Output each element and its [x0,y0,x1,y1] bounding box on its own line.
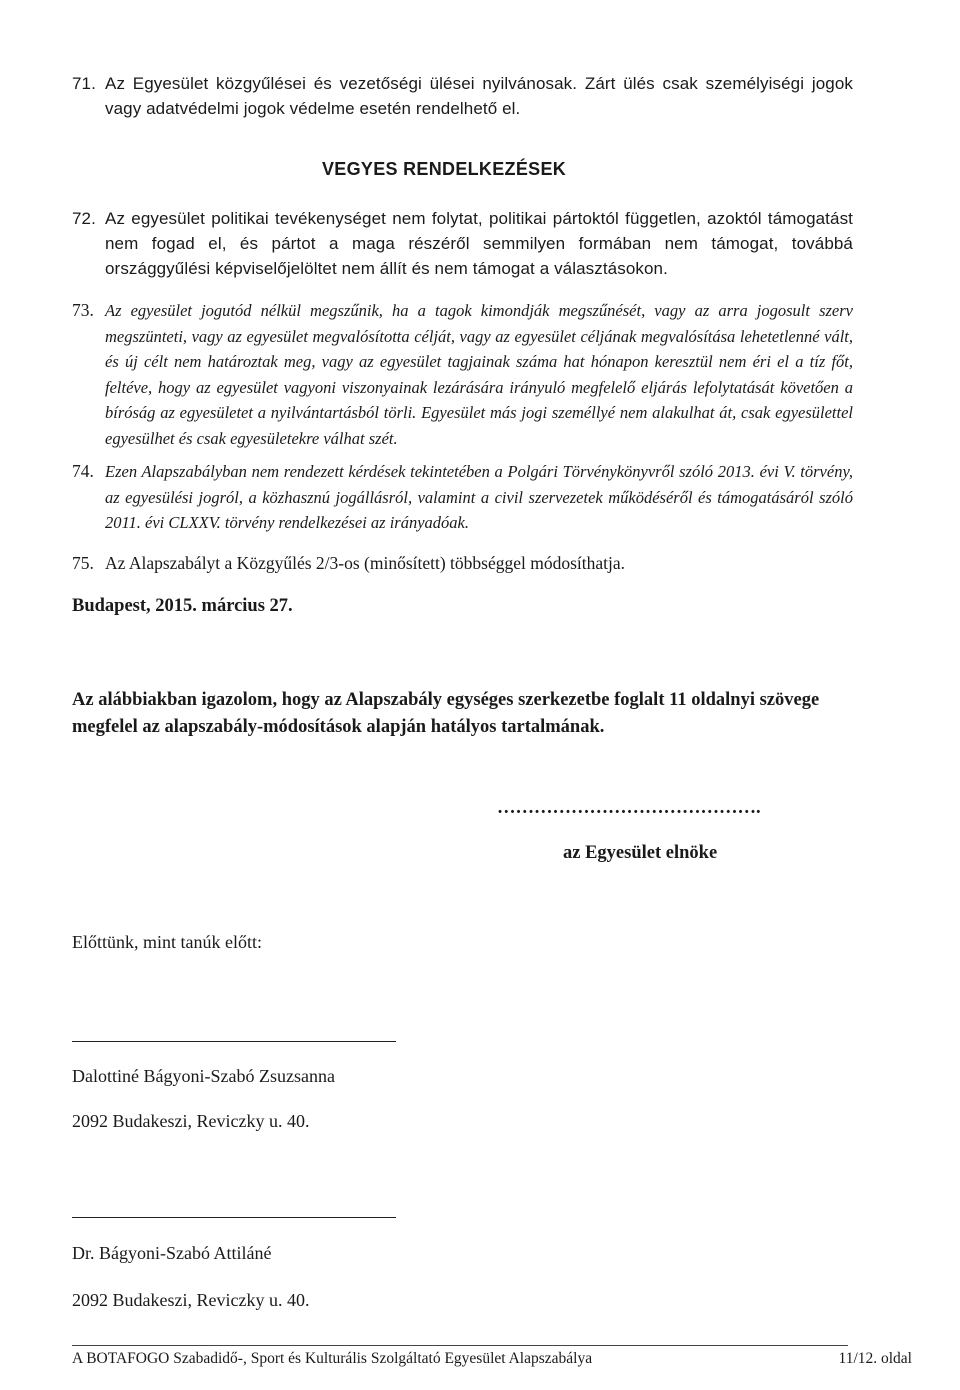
article-72 [72,206,853,281]
article-74 [72,459,853,536]
witness-2-name: Dr. Bágyoni-Szabó Attiláné [72,1243,272,1263]
article-text: Ezen Alapszabályban nem rendezett kérdések tekintetében a Polgári Törvénykönyvről szóló 2013. évi V. törvény, az egyesülési jogról, a közhasznú jogállásról, valamint a civil szervezetek működéséről és támogatásáról szóló 2011. évi CLXXV. törvény rendelkezései az irányadóak. [105,462,853,532]
place-date: Budapest, 2015. március 27. [72,596,293,616]
signature-dots: ……………………………………. [497,798,761,818]
witness-1-address: 2092 Budakeszi, Reviczky u. 40. [72,1111,310,1131]
article-number: 74. [72,461,94,481]
president-label: az Egyesület elnöke [563,843,718,863]
article-number: 72. [72,209,96,228]
witness-1-name: Dalottiné Bágyoni-Szabó Zsuzsanna [72,1066,335,1086]
article-73 [72,298,853,451]
article-text: Az Alapszabályt a Közgyűlés 2/3-os (minősített) többséggel módosíthatja. [105,553,626,573]
article-number: 71. [72,74,96,93]
section-heading: VEGYES RENDELKEZÉSEK [322,159,567,179]
witness-1-signature-line [72,1041,396,1042]
article-text: Az egyesület politikai tevékenységet nem folytat, politikai pártoktól független, azoktól támogatást nem fogad el, és pártot a maga részéről semmilyen formában nem támogat, továbbá országgyűlési képviselőjelöltet nem állít és nem támogat a választásokon. [105,209,853,278]
footer-page-number: 11/12. oldal [838,1350,912,1367]
page-footer [72,1350,918,1368]
certification-statement: Az alábbiakban igazolom, hogy az Alapszabály egységes szerkezetbe foglalt 11 oldalnyi szövege megfelel az alapszabály-módosítások alapján hatályos tartalmának. [72,690,820,737]
article-75 [72,551,853,576]
witness-2-address: 2092 Budakeszi, Reviczky u. 40. [72,1290,310,1310]
article-number: 75. [72,553,94,573]
article-71 [72,71,853,121]
footer-title: A BOTAFOGO Szabadidő-, Sport és Kulturális Szolgáltató Egyesület Alapszabálya [72,1350,593,1367]
witnesses-intro: Előttünk, mint tanúk előtt: [72,932,262,952]
article-text: Az egyesület jogutód nélkül megszűnik, ha a tagok kimondják megszűnését, vagy az arra jogosult szerv megszünteti, vagy az egyesület megvalósította célját, vagy az egyesület céljának megvalósítása lehetetlenné vált, és új célt nem határoztak meg, vagy az egyesület tagjainak száma hat hónapon keresztül nem éri el a tíz főt, feltéve, hogy az egyesület vagyoni viszonyainak lezárására irányuló megfelelő eljárás lefolytatását követően a bíróság az egyesületet a nyilvántartásból törli. Egyesület más jogi személlyé nem alakulhat át, csak egyesülettel egyesülhet és csak egyesületekre válhat szét. [105,301,853,448]
footer-rule [72,1345,848,1346]
article-number: 73. [72,300,94,320]
witness-2-signature-line [72,1217,396,1218]
article-text: Az Egyesület közgyűlései és vezetőségi ülései nyilvánosak. Zárt ülés csak személyiségi jogok vagy adatvédelmi jogok védelme esetén rendelhető el. [105,74,853,118]
